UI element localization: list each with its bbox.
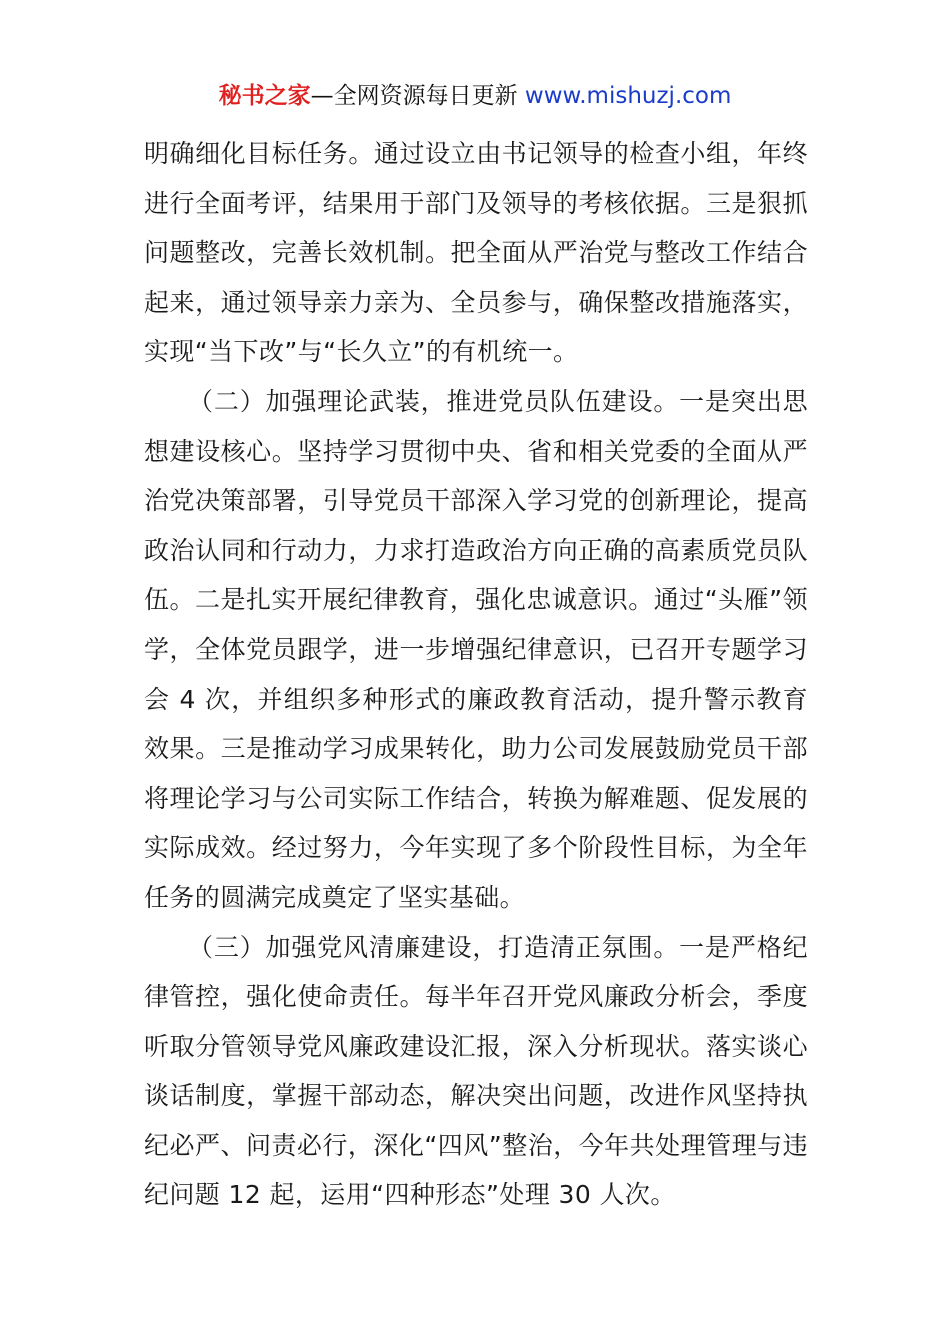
document-body — [144, 129, 808, 1220]
paragraph-section-2: （二）加强理论武装，推进党员队伍建设。一是突出思想建设核心。坚持学习贯彻中央、省和相关党委的全面从严治党决策部署，引导党员干部深入学习党的创新理论，提高政治认同和行动力，力求打造政治方向正确的高素质党员队伍。二是扎实开展纪律教育，强化忠诚意识。通过“头雁”领学，全体党员跟学，进一步增强纪律意识，已召开专题学习会 4 次，并组织多种形式的廉政教育活动，提升警示教育效果。三是推动学习成果转化，助力公司发展鼓励党员干部将理论学习与公司实际工作结合，转换为解难题、促发展的实际成效。经过努力，今年实现了多个阶段性目标，为全年任务的圆满完成奠定了坚实基础。 — [144, 386, 808, 912]
paragraph-section-3: （三）加强党风清廉建设，打造清正氛围。一是严格纪律管控，强化使命责任。每半年召开党风廉政分析会，季度听取分管领导党风廉政建设汇报，深入分析现状。落实谈心谈话制度，掌握干部动态，解决突出问题，改进作风坚持执纪必严、问责必行，深化“四风”整治，今年共处理管理与违纪问题 12 起，运用“四种形态”处理 30 人次。 — [144, 932, 808, 1210]
header-brand: 秘书之家 — [218, 83, 311, 109]
header-tagline: —全网资源每日更新 — [310, 83, 525, 109]
header-url-link[interactable]: www.mishuzj.com — [524, 83, 732, 109]
page-header — [0, 80, 950, 112]
paragraph-continuation: 明确细化目标任务。通过设立由书记领导的检查小组，年终进行全面考评，结果用于部门及领导的考核依据。三是狠抓问题整改，完善长效机制。把全面从严治党与整改工作结合起来，通过领导亲力亲为、全员参与，确保整改措施落实，实现“当下改”与“长久立”的有机统一。 — [144, 139, 808, 367]
